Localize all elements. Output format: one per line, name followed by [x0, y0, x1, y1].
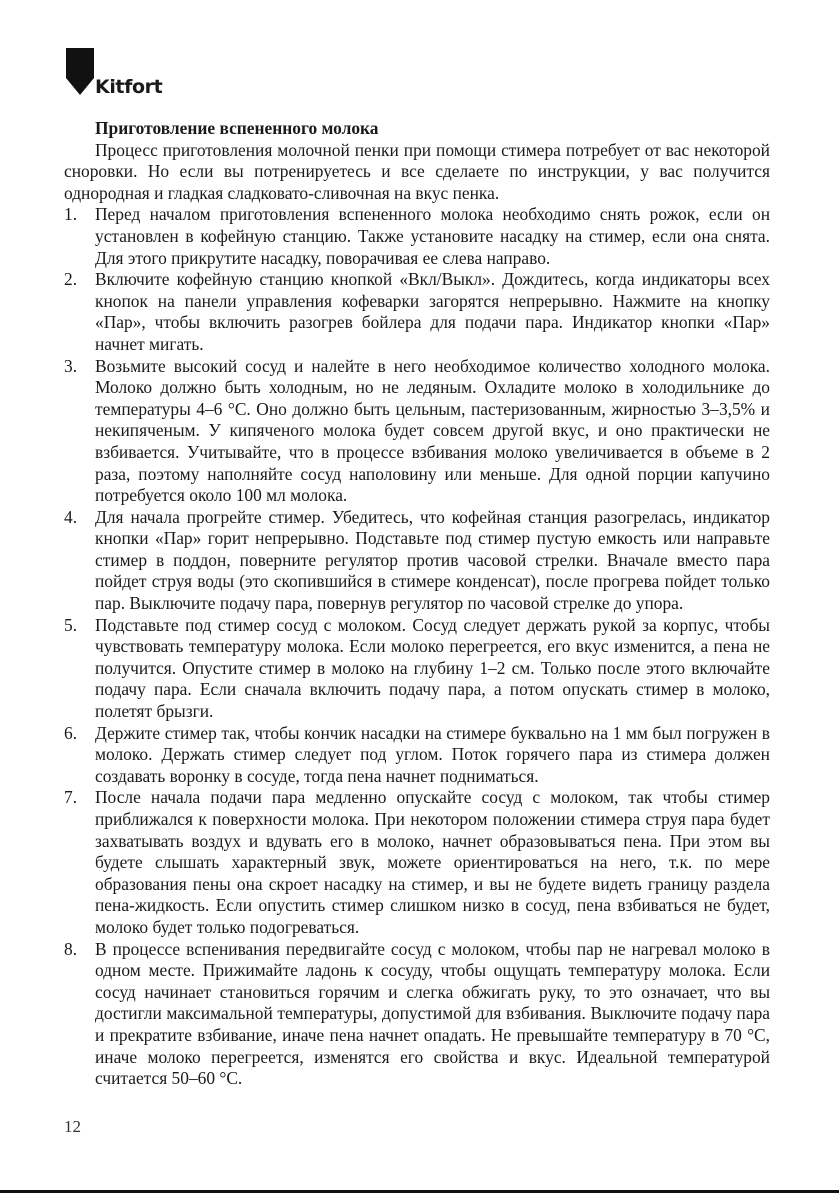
step-item	[64, 787, 770, 938]
step-number: 2.	[64, 269, 78, 290]
intro-paragraph: Процесс приготовления молочной пенки при помощи стимера потребует от вас некоторой сноровки. Но если вы потренируетесь и все сделаете по инструкции, у вас получится однородная и гладкая сладковато-сливочная на вкус пенка.	[64, 139, 770, 203]
step-number: 4.	[64, 506, 78, 527]
step-text: После начала подачи пара медленно опускайте сосуд с молоком, так чтобы стимер приближался к поверхности молока. При некотором положении стимера струя пара будет захватывать воздух и вдувать его в молоко, начнет образовываться пена. При этом вы будете слышать характерный звук, можете ориентироваться на него, т.к. по мере образования пены она скроет насадку на стимер, и вы не будете видеть границу раздела пена-жидкость. Если опустить стимер слишком низко в сосуд, пена взбиваться не будет, молоко будет только подогреваться.	[95, 787, 770, 937]
step-text: Перед началом приготовления вспененного молока необходимо снять рожок, если он установлен в кофейную станцию. Также установите насадку на стимер, если она снята. Для этого прикрутите насадку, поворачивая ее слева направо.	[95, 204, 770, 268]
step-text: Возьмите высокий сосуд и налейте в него необходимое количество холодного молока. Молоко должно быть холодным, но не ледяным. Охладите молоко в холодильнике до температуры 4–6 °C. Оно должно быть цельным, пастеризованным, жирностью 3–3,5% и некипяченым. У кипяченого молока будет совсем другой вкус, и оно практически не взбивается. Учитывайте, что в процессе взбивания молоко увеличивается в объеме в 2 раза, поэтому наполняйте сосуд наполовину или меньше. Для одной порции капучино потребуется около 100 мл молока.	[95, 355, 770, 506]
step-text: В процессе вспенивания передвигайте сосуд с молоком, чтобы пар не нагревал молоко в одном месте. Прижимайте ладонь к сосуду, чтобы ощущать температуру молока. Если сосуд начинает становиться горячим и слегка обжигать руку, то это означает, что вы достигли максимальной температуры, допустимой для взбивания. Выключите подачу пара и прекратите взбивание, иначе пена начнет опадать. Не превышайте температуру в 70 °C, иначе молоко перегреется, изменятся его свойства и вкус. Идеальной температурой считается 50–60 °C.	[95, 938, 770, 1089]
kitfort-logo-mark-icon	[66, 48, 94, 96]
step-text: Держите стимер так, чтобы кончик насадки на стимере буквально на 1 мм был погружен в молоко. Держать стимер следует под углом. Поток горячего пара из стимера должен создавать воронку в сосуде, тогда пена начнет подниматься.	[95, 722, 770, 786]
step-item	[64, 939, 770, 1090]
step-number: 7.	[64, 787, 78, 808]
section-heading: Приготовление вспененного молока	[95, 118, 379, 138]
step-number: 1.	[64, 204, 78, 225]
instruction-steps	[64, 204, 770, 1089]
page-content	[64, 118, 770, 1090]
step-item	[64, 615, 770, 723]
step-text: Подставьте под стимер сосуд с молоком. Сосуд следует держать рукой за корпус, чтобы чувствовать температуру молока. Если молоко перегреется, его вкус изменится, а пена не получится. Опустите стимер в молоко на глубину 1–2 см. Только после этого включайте подачу пара. Если сначала включить подачу пара, а потом опускать стимер в молоко, полетят брызги.	[95, 614, 770, 722]
step-text: Включите кофейную станцию кнопкой «Вкл/Выкл». Дождитесь, когда индикаторы всех кнопок на панели управления кофеварки загорятся непрерывно. Нажмите на кнопку «Пар», чтобы включить разогрев бойлера для подачи пара. Индикатор кнопки «Пар» начнет мигать.	[95, 269, 770, 354]
step-item	[64, 269, 770, 355]
step-number: 8.	[64, 938, 78, 959]
page-number: 12	[64, 1117, 81, 1136]
step-number: 5.	[64, 614, 78, 635]
kitfort-logo	[66, 48, 186, 100]
step-text: Для начала прогрейте стимер. Убедитесь, что кофейная станция разогрелась, индикатор кнопки «Пар» горит непрерывно. Подставьте под стимер пустую емкость или направьте стимер в поддон, поверните регулятор против часовой стрелки. Вначале вместо пара пойдет струя воды (это скопившийся в стимере конденсат), после прогрева пойдет только пар. Выключите подачу пара, повернув регулятор по часовой стрелке до упора.	[95, 506, 770, 614]
step-number: 3.	[64, 355, 78, 376]
step-number: 6.	[64, 722, 78, 743]
step-item	[64, 507, 770, 615]
brand-name: Kitfort	[95, 76, 163, 98]
step-item	[64, 356, 770, 507]
step-item	[64, 204, 770, 269]
step-item	[64, 723, 770, 788]
